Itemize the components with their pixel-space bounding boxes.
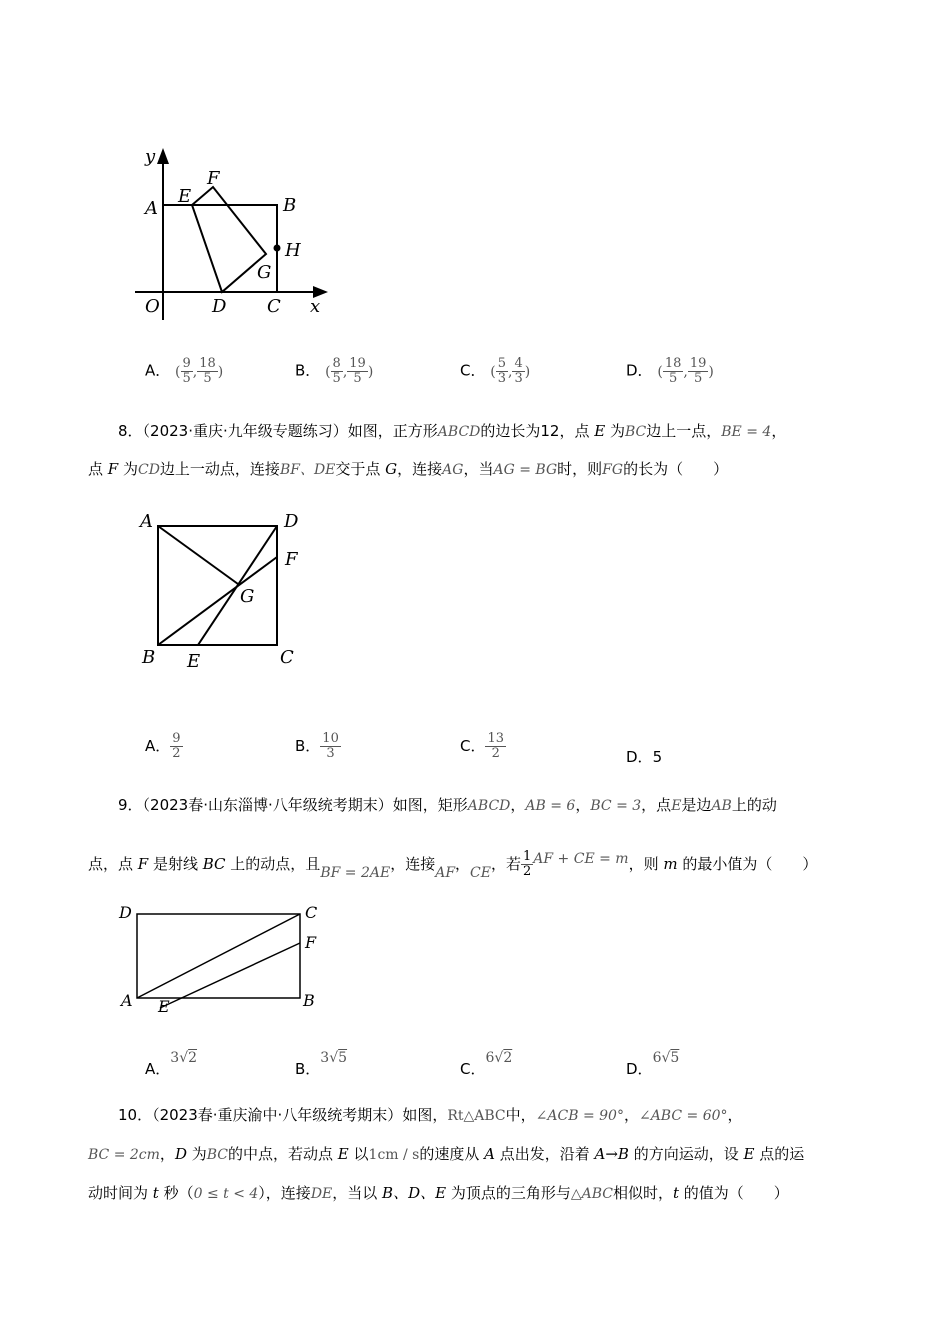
q7-label-G: G [257,262,272,283]
q9-option-a[interactable]: A．3√2 [145,1050,198,1078]
q9-line1: 9．（2023春·山东淄博·八年级统考期末）如图，矩形ABCD，AB = 6，BC = 3，点E是边AB上的动 [118,796,777,814]
q9-option-d[interactable]: D．6√5 [626,1050,680,1078]
q8-option-c[interactable]: C． $\frac{13}{2}$ [460,731,505,761]
q9-figure [115,900,325,1020]
q9-label-D: D [119,903,132,922]
q7-label-x: x [310,296,321,317]
q7-label-O: O [145,296,160,317]
q7-option-c[interactable]: C． ( $\frac{5}{3}$ , $\frac{4}{3}$ ) [460,356,531,386]
q7-label-E: E [178,186,192,207]
q9-option-c[interactable]: C．6√2 [460,1050,513,1078]
q7-option-d[interactable]: D． ( $\frac{18}{5}$ , $\frac{19}{5}$ ) [626,356,714,386]
q10-line3: 动时间为 t 秒（0 ≤ t < 4），连接DE，当以 B、D、E 为顶点的三角形与△ABC相似时，t 的值为（ ） [88,1184,789,1202]
q7-option-b[interactable]: B． ( $\frac{8}{5}$ , $\frac{19}{5}$ ) [295,356,374,386]
q9-label-E: E [158,997,170,1016]
q7-label-H: H [285,240,301,261]
q9-label-B: B [303,991,315,1010]
q8-option-d[interactable]: D．5 [626,748,663,766]
q8-label-E: E [187,651,201,672]
q8-label-F: F [285,549,298,570]
q8-figure [130,505,320,680]
q9-number: 9． [118,796,143,814]
q8-label-D: D [284,511,299,532]
q7-option-a[interactable]: A． ( $\frac{9}{5}$ , $\frac{18}{5}$ ) [145,356,224,386]
q8-label-B: B [142,647,156,668]
q8-option-a[interactable]: A． $\frac{9}{2}$ [145,731,181,761]
q7-label-A: A [145,198,158,219]
q8-option-b[interactable]: B． $\frac{10}{3}$ [295,731,339,761]
q9-source: （2023春·山东淄博·八年级统考期末） [142,796,393,814]
q8-label-C: C [280,647,294,668]
q9-line2: 点，点 F 是射线 BC 上的动点，且BF = 2AE，连接AF，CE，若 $\frac{1}{2}$ AF + CE = m，则 m 的最小值为（ ） [88,849,818,881]
q8-number: 8． [118,422,143,440]
q7-label-D: D [212,296,227,317]
q7-label-F: F [207,168,220,189]
q10-source: （2023春·重庆渝中·八年级统考期末） [152,1106,403,1124]
q10-line1: 10．（2023春·重庆渝中·八年级统考期末）如图，Rt△ABC中，∠ACB = 90°，∠ABC = 60°， [118,1106,743,1124]
q10-line2: BC = 2cm，D 为BC的中点，若动点 E 以1cm / s的速度从 A 点出发，沿着 A→B 的方向运动，设 E 点的运 [88,1145,805,1163]
q8-source: （2023·重庆·九年级专题练习） [142,422,348,440]
q9-option-b[interactable]: B．3√5 [295,1050,348,1078]
q8-line1: 8．（2023·重庆·九年级专题练习）如图，正方形ABCD的边长为12，点 E 为BC边上一点，BE = 4， [118,422,787,440]
q7-label-y: y [145,146,156,167]
q8-line2: 点 F 为CD边上一动点，连接BF、DE交于点 G，连接AG，当AG = BG时，则FG的长为（ ） [88,460,729,478]
q8-label-G: G [240,586,255,607]
q7-label-B: B [283,195,297,216]
q7-figure [125,140,340,325]
q8-label-A: A [140,511,153,532]
q9-label-A: A [121,991,133,1010]
q9-label-F: F [305,933,317,952]
q10-number: 10． [118,1106,153,1124]
q7-label-C: C [267,296,281,317]
q9-label-C: C [305,903,318,922]
